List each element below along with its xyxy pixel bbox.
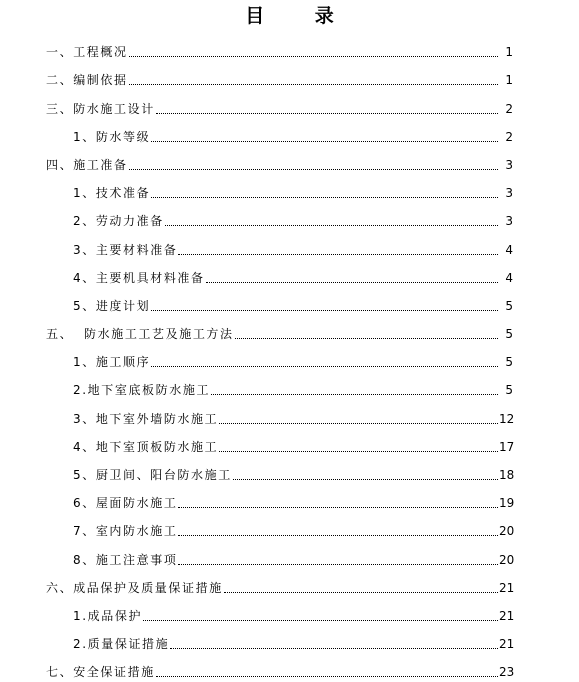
toc-entry[interactable] xyxy=(0,119,579,147)
toc-entry-text: 8、施工注意事项 xyxy=(73,552,178,567)
toc-page-number: 3 xyxy=(505,186,513,201)
toc-entry-text: 7、室内防水施工 xyxy=(73,524,178,539)
dot-leader xyxy=(165,223,498,226)
toc-page-number: 1 xyxy=(505,73,513,88)
dot-leader xyxy=(156,674,498,677)
toc-entry-text: 五、 防水施工工艺及施工方法 xyxy=(46,327,234,342)
toc-page-number: 3 xyxy=(505,214,513,229)
dot-leader xyxy=(143,618,498,621)
toc-entry-text: 2、劳动力准备 xyxy=(73,214,164,229)
toc-entry-text: 七、安全保证措施 xyxy=(46,665,155,680)
toc-entry[interactable] xyxy=(0,541,579,569)
toc-entry[interactable] xyxy=(0,654,579,682)
toc-page-number: 2 xyxy=(505,129,513,144)
toc-entry-text: 4、主要机具材料准备 xyxy=(73,270,205,285)
dot-leader xyxy=(129,54,498,57)
toc-entry[interactable] xyxy=(0,34,579,62)
dot-leader xyxy=(219,449,498,452)
toc-entry-text: 一、工程概况 xyxy=(46,45,128,60)
toc-entry[interactable] xyxy=(0,203,579,231)
toc-entry[interactable] xyxy=(0,485,579,513)
toc-entry[interactable] xyxy=(0,260,579,288)
dot-leader xyxy=(178,252,498,255)
toc-entry-text: 1、施工顺序 xyxy=(73,355,151,370)
toc-page-number: 23 xyxy=(499,665,515,680)
toc-page-number: 5 xyxy=(505,327,513,342)
dot-leader xyxy=(151,195,498,198)
toc-page-number: 21 xyxy=(499,637,515,652)
dot-leader xyxy=(224,590,498,593)
dot-leader xyxy=(151,308,498,311)
toc-entry-text: 3、主要材料准备 xyxy=(73,242,178,257)
toc-entry-text: 4、地下室顶板防水施工 xyxy=(73,439,219,454)
toc-entry[interactable] xyxy=(0,147,579,175)
dot-leader xyxy=(151,364,498,367)
toc-page-number: 2 xyxy=(505,101,513,116)
toc-entry[interactable] xyxy=(0,175,579,203)
table-of-contents xyxy=(0,34,579,682)
toc-page-number: 1 xyxy=(505,45,513,60)
toc-page-number: 4 xyxy=(505,270,513,285)
dot-leader xyxy=(178,505,498,508)
toc-page-number: 3 xyxy=(505,157,513,172)
dot-leader xyxy=(178,533,498,536)
dot-leader xyxy=(206,280,498,283)
toc-entry[interactable] xyxy=(0,231,579,259)
dot-leader xyxy=(233,477,498,480)
toc-entry-text: 2.质量保证措施 xyxy=(73,637,170,652)
toc-page-number: 21 xyxy=(499,580,515,595)
toc-entry[interactable] xyxy=(0,62,579,90)
toc-page-number: 20 xyxy=(499,524,515,539)
toc-entry[interactable] xyxy=(0,90,579,118)
dot-leader xyxy=(156,111,498,114)
toc-page-number: 4 xyxy=(505,242,513,257)
toc-entry[interactable] xyxy=(0,400,579,428)
toc-entry[interactable] xyxy=(0,344,579,372)
dot-leader xyxy=(235,336,498,339)
toc-entry-text: 1、技术准备 xyxy=(73,186,151,201)
dot-leader xyxy=(211,392,498,395)
toc-entry-text: 六、成品保护及质量保证措施 xyxy=(46,580,223,595)
toc-entry-text: 三、防水施工设计 xyxy=(46,101,155,116)
toc-page-number: 5 xyxy=(505,355,513,370)
toc-entry[interactable] xyxy=(0,626,579,654)
dot-leader xyxy=(129,82,498,85)
toc-page-number: 17 xyxy=(499,439,515,454)
toc-page-number: 5 xyxy=(505,298,513,313)
toc-entry-text: 3、地下室外墙防水施工 xyxy=(73,411,219,426)
toc-entry-text: 2.地下室底板防水施工 xyxy=(73,383,211,398)
dot-leader xyxy=(129,167,498,170)
toc-entry[interactable] xyxy=(0,316,579,344)
toc-page-number: 18 xyxy=(499,468,515,482)
toc-entry[interactable] xyxy=(0,513,579,541)
toc-entry[interactable] xyxy=(0,429,579,457)
page-title: 目 录 xyxy=(245,5,356,27)
dot-leader xyxy=(219,421,498,424)
toc-entry-text: 1.成品保护 xyxy=(73,608,143,623)
toc-page-number: 12 xyxy=(499,411,515,426)
dot-leader xyxy=(178,562,498,565)
toc-page-number: 20 xyxy=(499,552,515,567)
toc-entry[interactable] xyxy=(0,598,579,626)
toc-page-number: 21 xyxy=(499,608,515,623)
dot-leader xyxy=(151,139,498,142)
toc-entry-text: 6、屋面防水施工 xyxy=(73,496,178,511)
toc-entry[interactable] xyxy=(0,570,579,598)
toc-entry-text: 四、施工准备 xyxy=(46,157,128,172)
toc-entry-text: 5、厨卫间、阳台防水施工 xyxy=(73,468,232,482)
toc-entry-text: 5、进度计划 xyxy=(73,298,151,313)
toc-entry[interactable] xyxy=(0,372,579,400)
toc-page-number: 19 xyxy=(499,496,515,511)
toc-entry[interactable] xyxy=(0,288,579,316)
dot-leader xyxy=(170,646,498,649)
toc-entry[interactable] xyxy=(0,457,579,485)
toc-entry-text: 二、编制依据 xyxy=(46,73,128,88)
toc-entry-text: 1、防水等级 xyxy=(73,129,151,144)
toc-page-number: 5 xyxy=(505,383,513,398)
